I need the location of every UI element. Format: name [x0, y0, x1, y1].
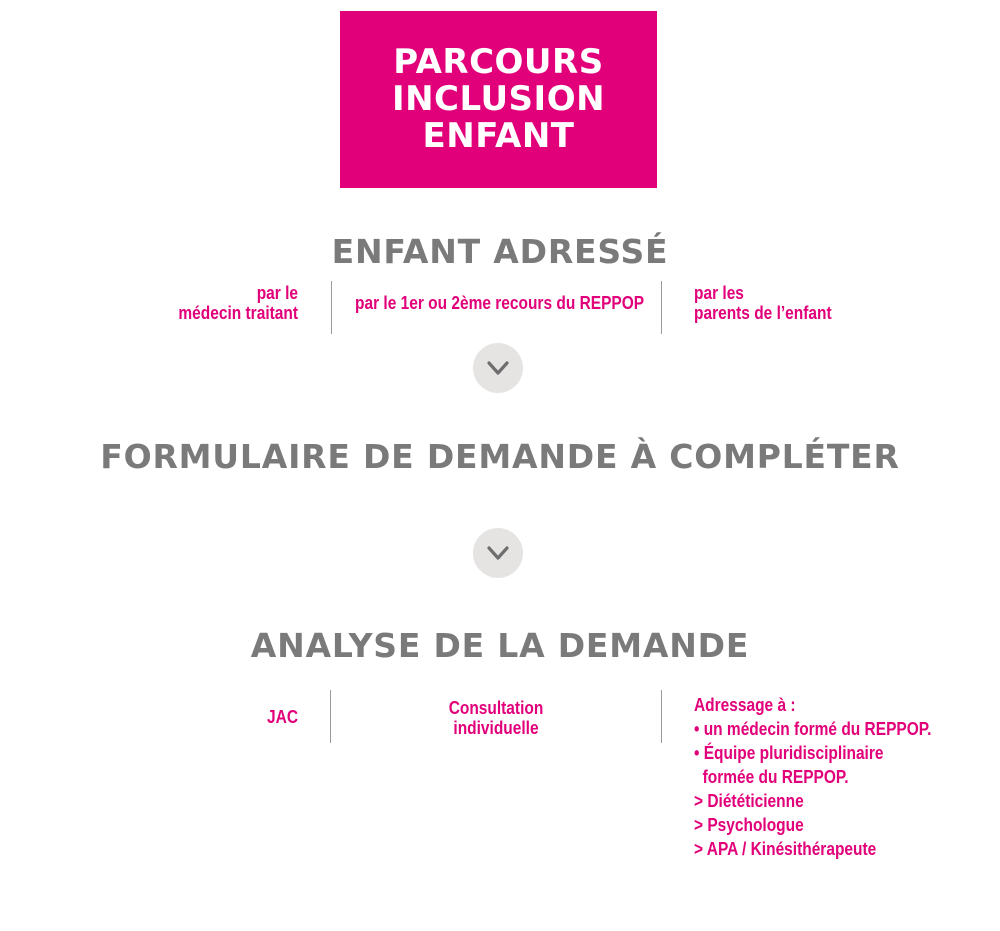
- source-recours-reppop: par le 1er ou 2ème recours du REPPOP: [355, 293, 645, 313]
- adressage-item: • Équipe pluridisciplinaire: [694, 743, 884, 763]
- step-heading-formulaire: FORMULAIRE DE DEMANDE À COMPLÉTER: [100, 437, 900, 476]
- adressage-subitem: > APA / Kinésithérapeute: [694, 839, 877, 859]
- adressage-subitem: > Psychologue: [694, 815, 804, 835]
- source-parents: par les parents de l’enfant: [694, 283, 832, 323]
- adressage-item: • un médecin formé du REPPOP.: [694, 719, 932, 739]
- column-divider: [661, 281, 662, 334]
- option-jac: JAC: [267, 707, 298, 727]
- chevron-down-icon: [473, 528, 523, 578]
- adressage-item: formée du REPPOP.: [694, 767, 849, 787]
- option-adressage-list: [694, 693, 932, 861]
- source-medecin-traitant: par le médecin traitant: [178, 283, 298, 323]
- column-divider: [661, 690, 662, 743]
- column-divider: [331, 281, 332, 334]
- adressage-heading: Adressage à :: [694, 695, 796, 715]
- step-heading-enfant-adresse: ENFANT ADRESSÉ: [331, 232, 669, 271]
- step-heading-analyse: ANALYSE DE LA DEMANDE: [250, 626, 750, 665]
- column-divider: [330, 690, 331, 743]
- diagram-title: PARCOURS INCLUSION ENFANT: [391, 42, 606, 156]
- title-box: [340, 11, 657, 188]
- option-consultation-individuelle: Consultation individuelle: [448, 698, 544, 738]
- adressage-subitem: > Diététicienne: [694, 791, 804, 811]
- chevron-down-icon: [473, 343, 523, 393]
